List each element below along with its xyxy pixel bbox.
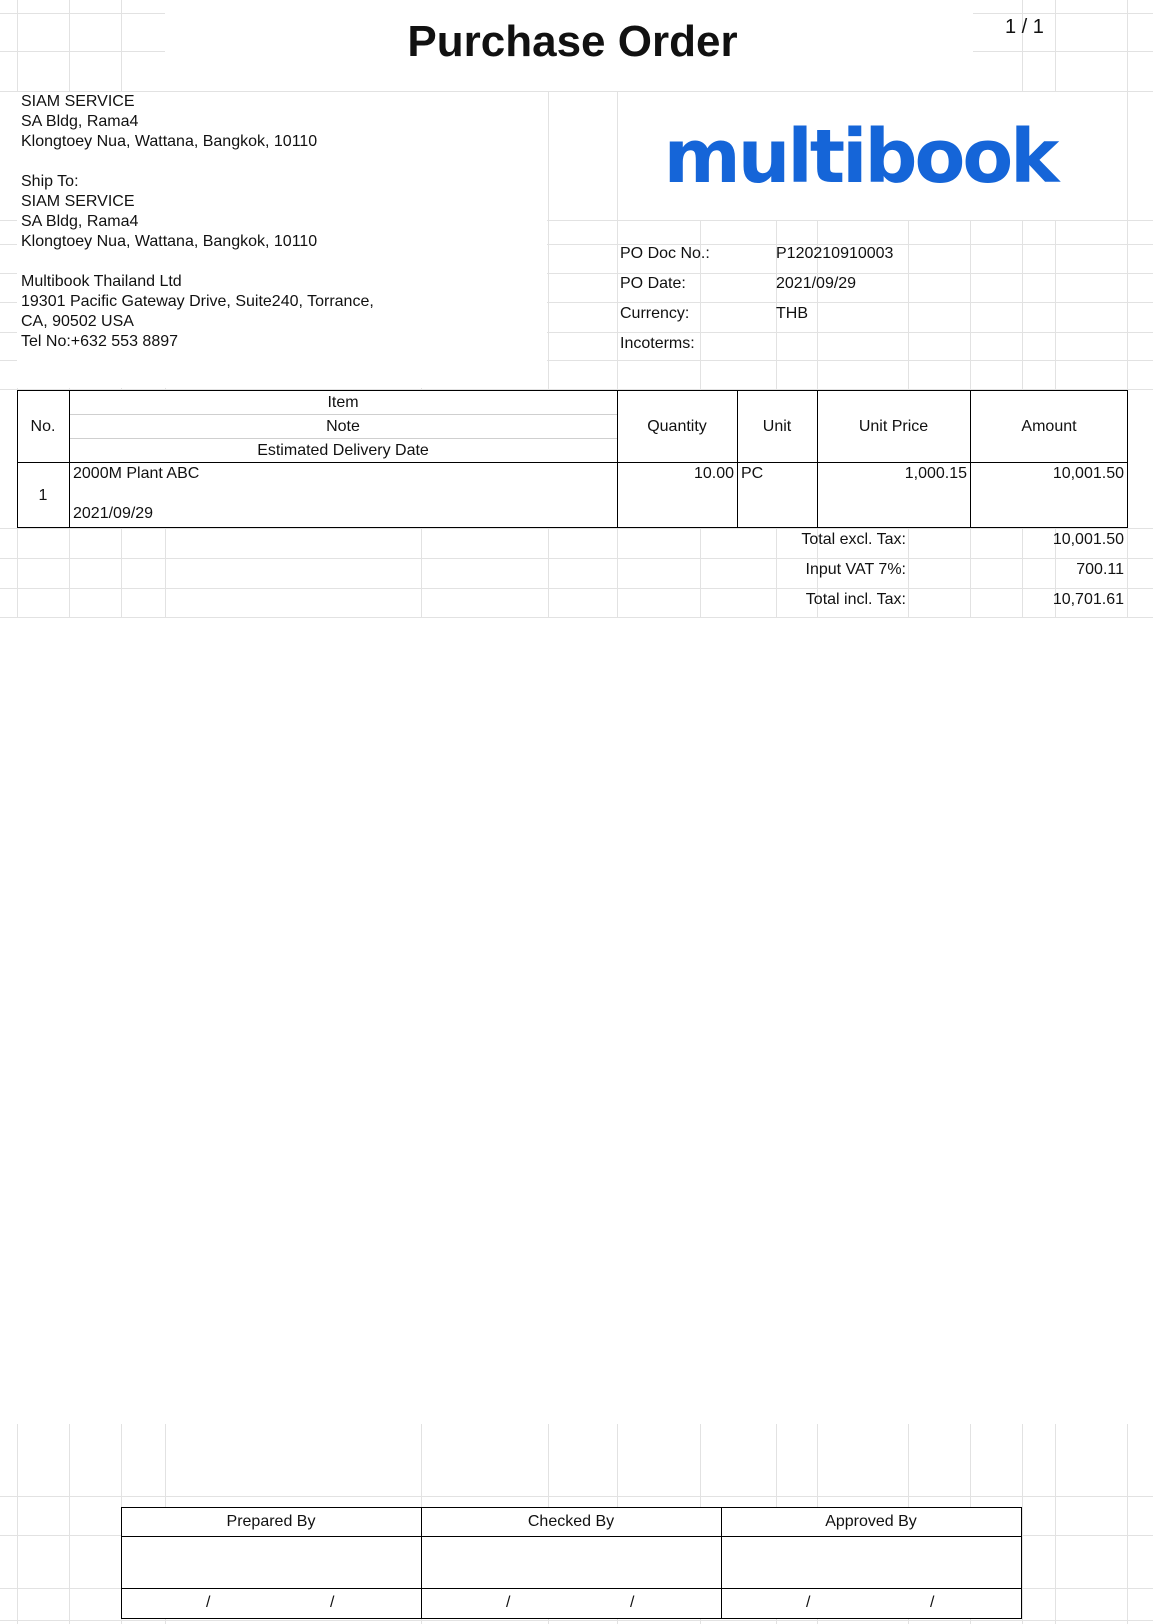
ship-to-label: Ship To: (21, 173, 79, 190)
row-delivery-date: 2021/09/29 (73, 505, 154, 522)
input-vat-value: 700.11 (1076, 561, 1124, 578)
checked-date-sep-1: / (506, 1594, 511, 1611)
prepared-date-sep-2: / (330, 1594, 335, 1611)
row-unit-price: 1,000.15 (904, 465, 967, 482)
vendor-address-line2: Klongtoey Nua, Wattana, Bangkok, 10110 (21, 133, 318, 150)
document-title: Purchase Order (407, 17, 738, 66)
buyer-tel: Tel No:+632 553 8897 (21, 333, 179, 350)
total-excl-tax-value: 10,001.50 (1052, 531, 1124, 548)
checked-by-label: Checked By (527, 1513, 615, 1530)
po-date-value: 2021/09/29 (776, 275, 857, 292)
header-note: Note (326, 418, 360, 435)
vendor-name: SIAM SERVICE (21, 93, 135, 110)
incoterms-label: Incoterms: (620, 335, 695, 352)
ship-to-address-line1: SA Bldg, Rama4 (21, 213, 139, 230)
row-amount: 10,001.50 (1052, 465, 1124, 482)
buyer-name: Multibook Thailand Ltd (21, 273, 182, 290)
header-no: No. (30, 418, 56, 435)
header-quantity: Quantity (647, 418, 707, 435)
currency-value: THB (776, 305, 808, 322)
approved-date-sep-2: / (930, 1594, 935, 1611)
buyer-address-line1: 19301 Pacific Gateway Drive, Suite240, Torrance, (21, 293, 374, 310)
po-date-label: PO Date: (620, 275, 686, 292)
prepared-by-label: Prepared By (226, 1513, 316, 1530)
input-vat-label: Input VAT 7%: (805, 561, 906, 578)
ship-to-name: SIAM SERVICE (21, 193, 135, 210)
total-incl-tax-label: Total incl. Tax: (805, 591, 906, 608)
multibook-logo (663, 114, 1057, 200)
po-doc-no-label: PO Doc No.: (620, 245, 710, 262)
header-amount: Amount (1021, 418, 1077, 435)
header-item: Item (327, 394, 359, 411)
total-excl-tax-label: Total excl. Tax: (801, 531, 906, 548)
buyer-address-line2: CA, 90502 USA (21, 313, 134, 330)
header-unit: Unit (762, 418, 792, 435)
row-no: 1 (38, 487, 48, 504)
row-item: 2000M Plant ABC (73, 465, 200, 482)
logo-text: multibook (663, 114, 1057, 200)
prepared-date-sep-1: / (206, 1594, 211, 1611)
total-incl-tax-value: 10,701.61 (1052, 591, 1124, 608)
po-doc-no-value: P120210910003 (776, 245, 894, 262)
header-delivery-date: Estimated Delivery Date (257, 442, 429, 459)
approved-date-sep-1: / (806, 1594, 811, 1611)
row-unit: PC (741, 465, 764, 482)
page-number: 1 / 1 (1005, 16, 1044, 38)
currency-label: Currency: (620, 305, 690, 322)
ship-to-address-line2: Klongtoey Nua, Wattana, Bangkok, 10110 (21, 233, 318, 250)
header-unit-price: Unit Price (858, 418, 929, 435)
row-quantity: 10.00 (693, 465, 734, 482)
checked-date-sep-2: / (630, 1594, 635, 1611)
approved-by-label: Approved By (825, 1513, 917, 1530)
vendor-address-line1: SA Bldg, Rama4 (21, 113, 139, 130)
